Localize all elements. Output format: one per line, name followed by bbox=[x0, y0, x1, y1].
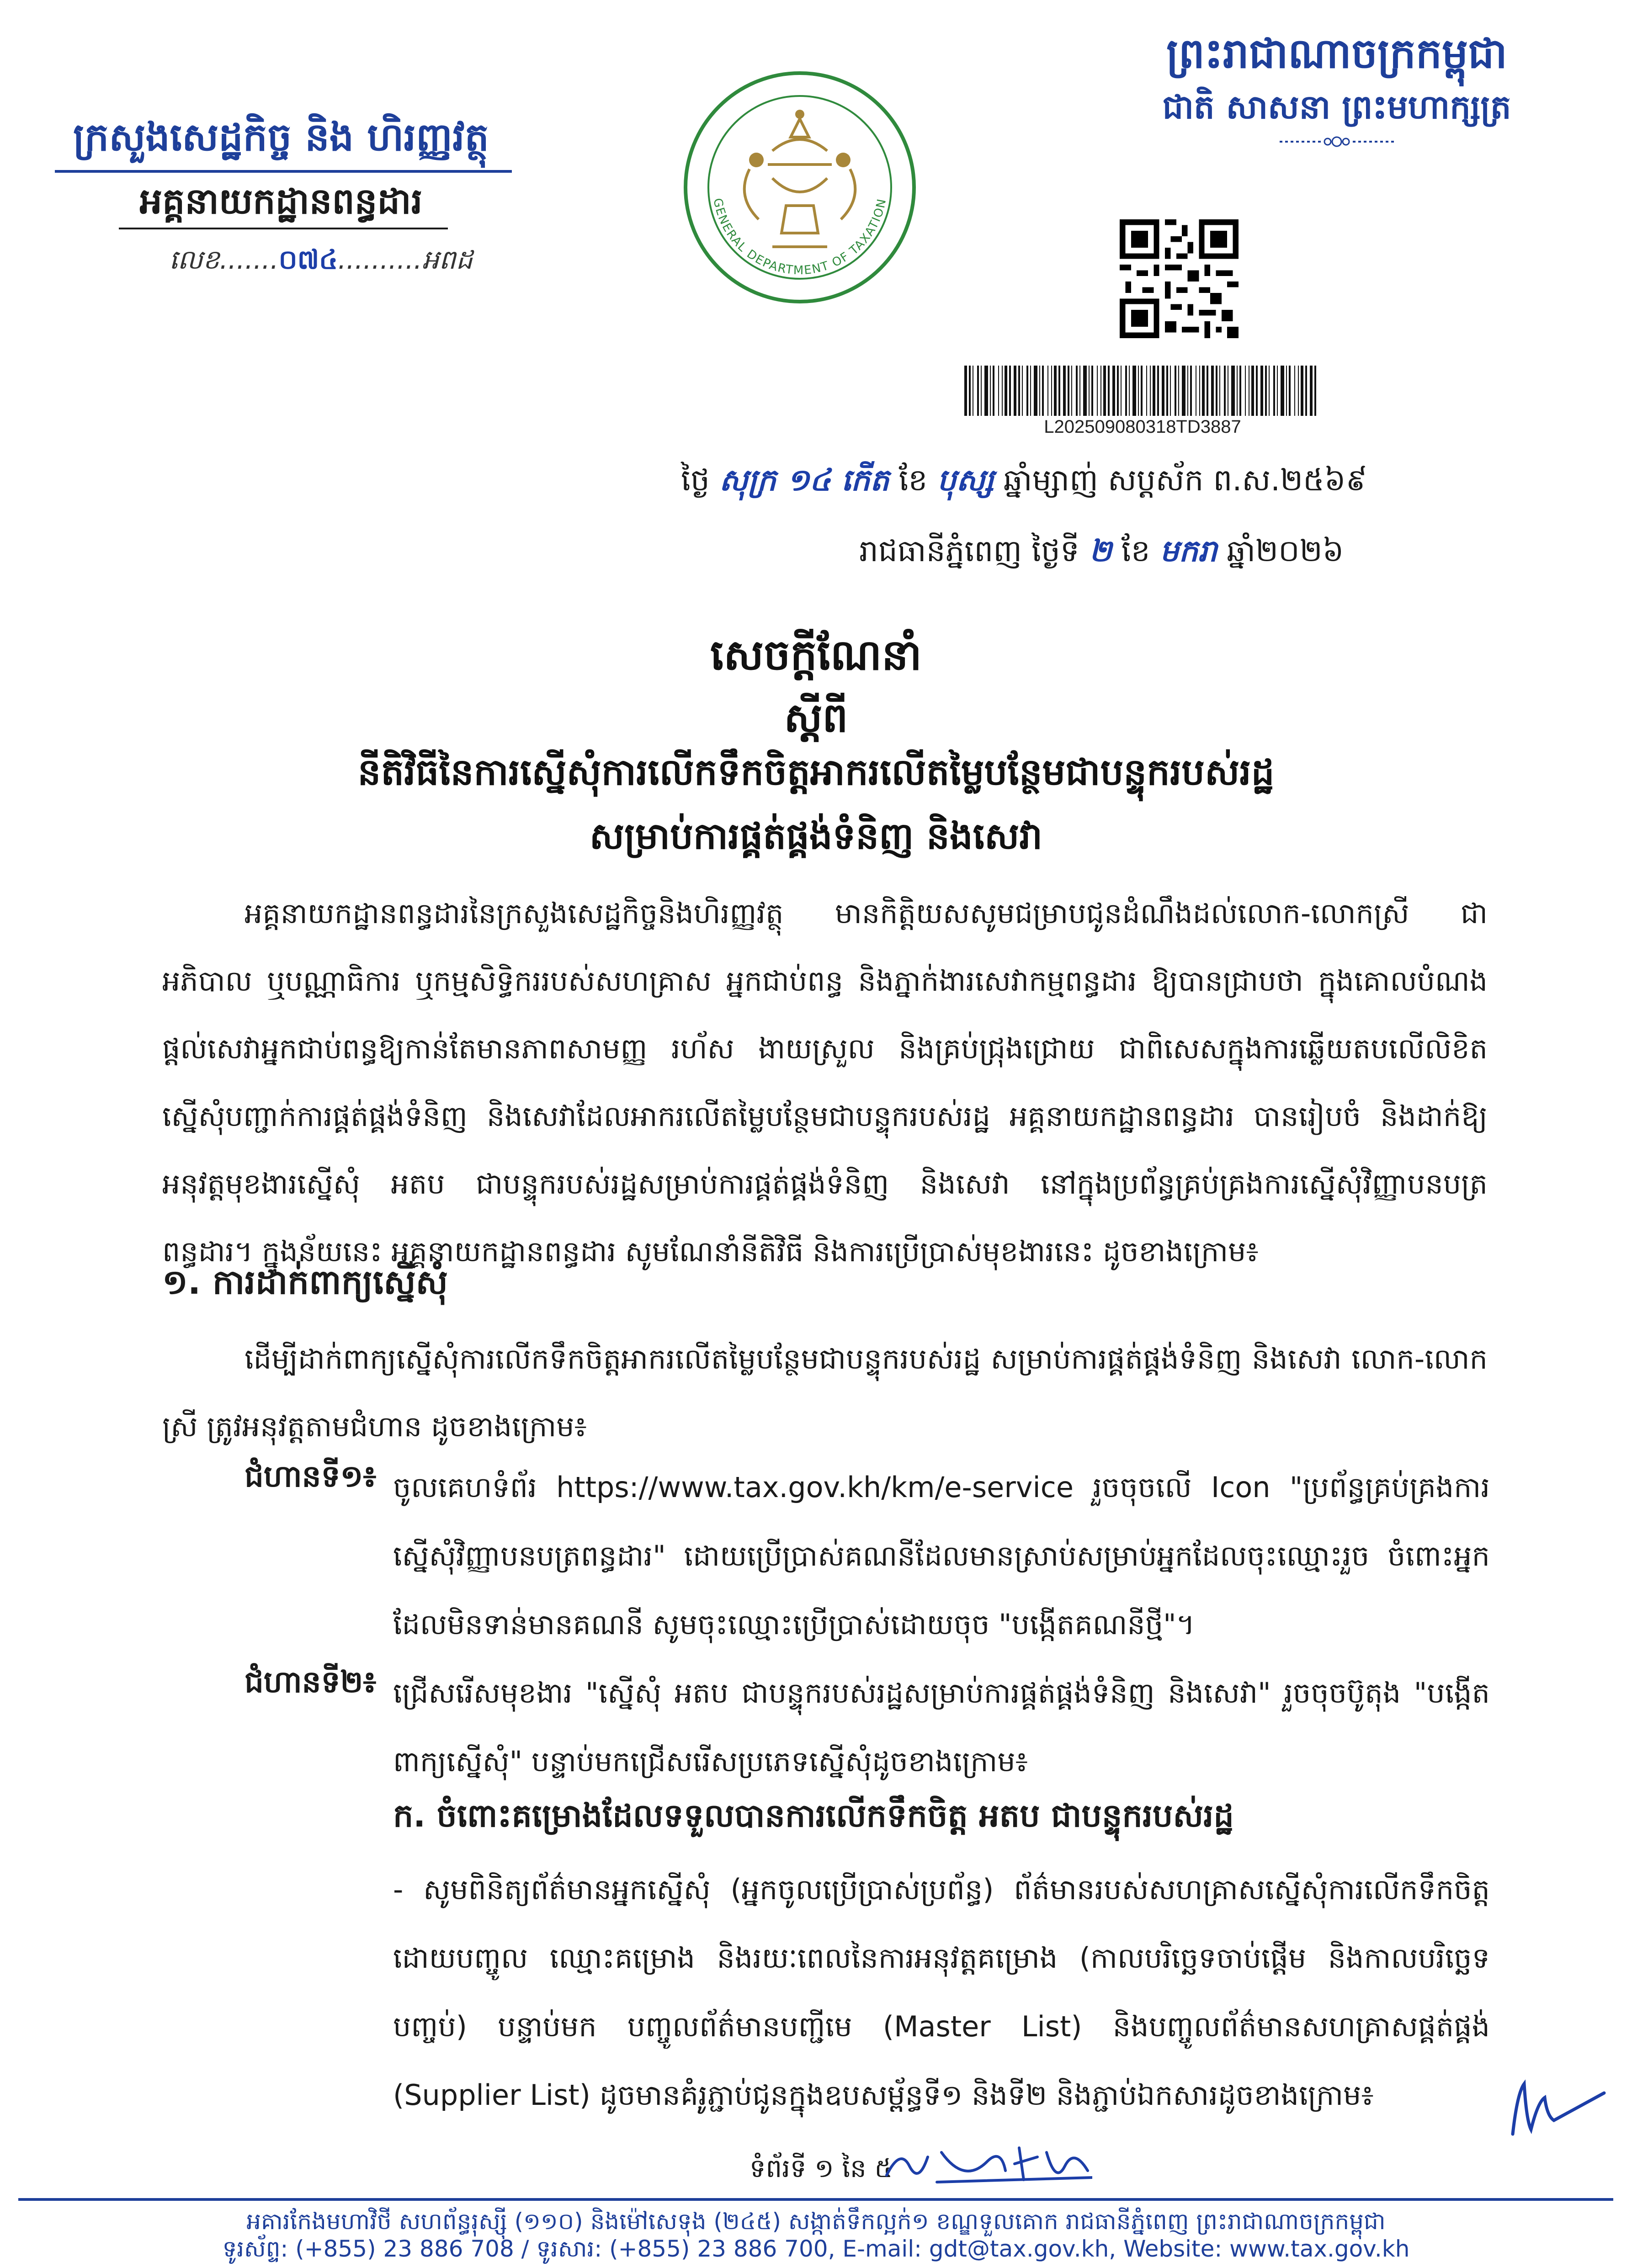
department-name: អគ្គនាយកដ្ឋានពន្ធដារ bbox=[139, 181, 423, 222]
intro-paragraph: អគ្គនាយកដ្ឋានពន្ធដារនៃក្រសួងសេដ្ឋកិច្ចនិងហិរញ្ញវត្ថុ មានកិត្តិយសសូមជម្រាបជូនដំណឹងដល់លោក-លោកស្រី ជាអភិបាល ឬបណ្ណាធិការ ឬកម្មសិទ្ធិកររបស់សហគ្រាស អ្នកជាប់ពន្ធ និងភ្នាក់ងារសេវាកម្មពន្ធដារ ឱ្យបានជ្រាបថា ក្នុងគោលបំណងផ្តល់សេវាអ្នកជាប់ពន្ធឱ្យកាន់តែមានភាពសាមញ្ញ រហ័ស ងាយស្រួល និងគ្រប់ជ្រុងជ្រោយ ជាពិសេសក្នុងការឆ្លើយតបលើលិខិតស្នើសុំបញ្ជាក់ការផ្គត់ផ្គង់ទំនិញ និងសេវាដែលអាករលើតម្លៃបន្ថែមជាបន្ទុករបស់រដ្ឋ អគ្គនាយកដ្ឋានពន្ធដារ បានរៀបចំ និងដាក់ឱ្យអនុវត្តមុខងារស្នើសុំ អតប ជាបន្ទុករបស់រដ្ឋសម្រាប់ការផ្គត់ផ្គង់ទំនិញ និងសេវា នៅក្នុងប្រព័ន្ធគ្រប់គ្រងការស្នើសុំវិញ្ញាបនបត្រពន្ធដារ។ ក្នុងន័យនេះ អគ្គនាយកដ្ឋានពន្ធដារ សូមណែនាំនីតិវិធី និងការប្រើប្រាស់មុខងារនេះ ដូចខាងក្រោម៖ bbox=[162, 897, 1488, 1268]
page-number: ទំព័រទី ១ នៃ ៥ bbox=[750, 2154, 893, 2183]
signature-mark-icon bbox=[882, 2139, 1092, 2189]
step-2-text: ជ្រើសរើសមុខងារ "ស្នើសុំ អតប ជាបន្ទុករបស់រដ្ឋសម្រាប់ការផ្គត់ផ្គង់ទំនិញ និងសេវា" រួចចុចប៊ូតុង "បង្កើតពាក្យស្នើសុំ" បន្ទាប់មកជ្រើសរើសប្រភេទស្នើសុំដូចខាងក្រោម៖ bbox=[393, 1676, 1490, 1778]
solar-year: ឆ្នាំ២០២៦ bbox=[1227, 533, 1344, 568]
footer-divider bbox=[18, 2198, 1613, 2201]
ornament-divider-icon bbox=[1280, 133, 1394, 151]
solar-month-handwritten: មករា bbox=[1159, 533, 1217, 568]
reference-number bbox=[169, 243, 473, 282]
lunar-day-handwritten: សុក្រ ១៤ កើត bbox=[719, 462, 889, 498]
footer-address: អគារកែងមហាវិថី សហព័ន្ធរុស្ស៊ី (១១០) និងម៉ៅសេទុង (២៤៥) សង្កាត់ទឹកល្អក់១ ខណ្ឌទួលគោក រាជធានីភ្នំពេញ ព្រះរាជាណាចក្រកម្ពុជា bbox=[246, 2208, 1386, 2235]
solar-day-handwritten: ២ bbox=[1089, 533, 1112, 568]
lunar-date-prefix: ថ្ងៃ bbox=[681, 462, 710, 498]
ministry-underline bbox=[55, 170, 512, 173]
lunar-date bbox=[681, 462, 1367, 505]
solar-date bbox=[859, 532, 1344, 576]
document-topic-line1: នីតិវិធីនៃការស្នើសុំការលើកទឹកចិត្តអាករលើតម្លៃបន្ថែមជាបន្ទុករបស់រដ្ឋ bbox=[357, 751, 1275, 793]
subject-label: ស្តីពី bbox=[784, 694, 848, 741]
svg-text:GENERAL DEPARTMENT OF TAXATION bbox=[711, 197, 889, 277]
national-motto: ជាតិ សាសនា ព្រះមហាក្សត្រ bbox=[1162, 88, 1511, 126]
barcode-icon bbox=[964, 366, 1321, 416]
ministry-name: ក្រសួងសេដ្ឋកិច្ច និង ហិរញ្ញវត្ថុ bbox=[73, 115, 489, 159]
section-1-heading: ១. ការដាក់ពាក្យស្នើសុំ bbox=[162, 1263, 448, 1302]
subsection-a-bullet: - សូមពិនិត្យព័ត៌មានអ្នកស្នើសុំ (អ្នកចូលប្រើប្រាស់ប្រព័ន្ធ) ព័ត៌មានរបស់សហគ្រាសស្នើសុំការលើកទឹកចិត្ត ដោយបញ្ចូល ឈ្មោះគម្រោង និងរយៈពេលនៃការអនុវត្តគម្រោង (កាលបរិច្ឆេទចាប់ផ្តើម និងកាលបរិច្ឆេទបញ្ចប់) បន្ទាប់មក បញ្ចូលព័ត៌មានបញ្ជីមេ (Master List) និងបញ្ចូលព័ត៌មានសហគ្រាសផ្គត់ផ្គង់ (Supplier List) ដូចមានគំរូភ្ជាប់ជូនក្នុងឧបសម្ព័ន្ធទី១ និងទី២ និងភ្ជាប់ឯកសារដូចខាងក្រោម៖ bbox=[393, 1873, 1490, 2112]
reference-prefix: លេខ....... bbox=[169, 244, 279, 275]
subsection-a-heading: ក. ចំពោះគម្រោងដែលទទួលបានការលើកទឹកចិត្ត អតប ជាបន្ទុករបស់រដ្ឋ bbox=[393, 1797, 1234, 1834]
document-topic-line2: សម្រាប់ការផ្គត់ផ្គង់ទំនិញ និងសេវា bbox=[589, 815, 1043, 857]
kingdom-name: ព្រះរាជាណាចក្រកម្ពុជា bbox=[1166, 30, 1507, 78]
reference-suffix: ..........អពដ bbox=[338, 244, 473, 275]
initial-mark-icon bbox=[1499, 2066, 1609, 2143]
solar-month-label: ខែ bbox=[1121, 533, 1150, 568]
reference-number-handwritten: ០៧៤ bbox=[278, 244, 338, 275]
qr-code-icon bbox=[1120, 219, 1239, 338]
step-1-text: ចូលគេហទំព័រ https://www.tax.gov.kh/km/e-service រួចចុចលើ Icon "ប្រព័ន្ធគ្រប់គ្រងការស្នើសុំវិញ្ញាបនបត្រពន្ធដារ" ដោយប្រើប្រាស់គណនីដែលមានស្រាប់សម្រាប់អ្នកដែលចុះឈ្មោះរួច ចំពោះអ្នកដែលមិនទាន់មានគណនី សូមចុះឈ្មោះប្រើប្រាស់ដោយចុច "បង្កើតគណនីថ្មី"។ bbox=[393, 1471, 1490, 1641]
seal-text: GENERAL DEPARTMENT OF TAXATION bbox=[710, 197, 889, 278]
footer-contact: ទូរស័ព្ទ: (+855) 23 886 708 / ទូរសារ: (+855) 23 886 700, E-mail: gdt@tax.gov.kh, Website: www.tax.gov.kh bbox=[222, 2236, 1410, 2262]
step-2-label: ជំហានទី២៖ bbox=[245, 1664, 377, 1700]
department-underline bbox=[119, 228, 448, 229]
solar-date-prefix: រាជធានីភ្នំពេញ ថ្ងៃទី bbox=[859, 533, 1079, 568]
gdt-seal-icon bbox=[681, 69, 919, 306]
section-1-paragraph: ដើម្បីដាក់ពាក្យស្នើសុំការលើកទឹកចិត្តអាករលើតម្លៃបន្ថែមជាបន្ទុករបស់រដ្ឋ សម្រាប់ការផ្គត់ផ្គង់ទំនិញ និងសេវា លោក-លោកស្រី ត្រូវអនុវត្តតាមជំហាន ដូចខាងក្រោម៖ bbox=[162, 1342, 1488, 1443]
lunar-year: ឆ្នាំម្សាញ់ សប្តស័ក ព.ស.២៥៦៩ bbox=[1003, 462, 1367, 498]
lunar-month-label: ខែ bbox=[898, 462, 928, 498]
barcode-number: L202509080318TD3887 bbox=[1044, 417, 1241, 437]
document-type: សេចក្តីណែនាំ bbox=[710, 631, 922, 680]
step-1-label: ជំហានទី១៖ bbox=[245, 1459, 377, 1494]
lunar-month-handwritten: បុស្ស bbox=[937, 462, 994, 498]
